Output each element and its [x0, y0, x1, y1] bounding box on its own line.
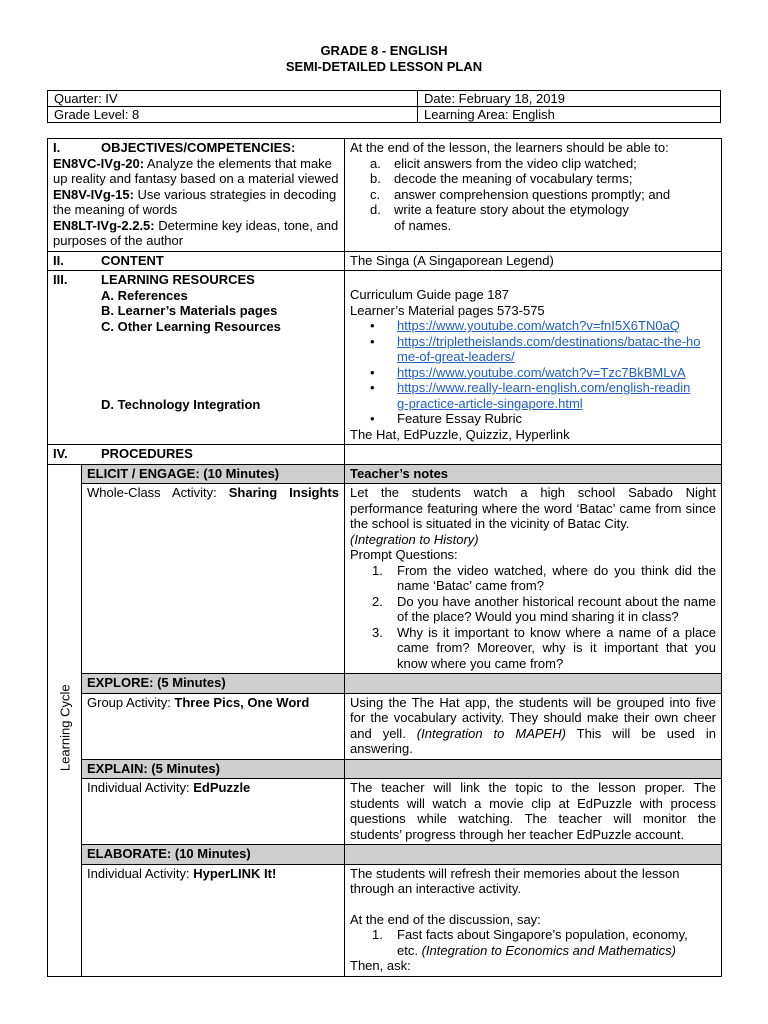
procedures-row	[48, 445, 722, 465]
explain-activity	[82, 779, 345, 845]
elicit-row	[48, 484, 722, 674]
objectives-row	[48, 139, 722, 252]
elaborate-row	[48, 864, 722, 976]
explain-heading: EXPLAIN: (5 Minutes)	[82, 759, 345, 779]
doc-title: GRADE 8 - ENGLISH	[320, 43, 448, 58]
objectives-right	[345, 139, 722, 252]
elaborate-heading-row	[48, 845, 722, 865]
elaborate-notes	[345, 864, 722, 976]
elicit-activity	[82, 484, 345, 674]
list-item: write a feature story about the etymology of names.	[394, 202, 629, 233]
question-item: From the video watched, where do you think did the name ‘Batac’ came from?	[397, 562, 717, 593]
quarter-cell: Quarter: IV	[48, 91, 418, 107]
section-label: PROCEDURES	[101, 446, 193, 461]
list-marker: d.	[370, 202, 381, 217]
explore-text-end: This will be used in answering.	[350, 725, 716, 756]
question-item: Do you have another historical recount about the name of the place? Would you mind sharing it in class?	[397, 593, 717, 624]
competency-text: Determine key ideas, tone, and purposes of the author	[53, 217, 339, 248]
explore-integration: (Integration to MAPEH)	[416, 725, 566, 741]
elaborate-activity	[82, 864, 345, 976]
explain-text: The teacher will link the topic to the lesson proper. The students will watch a movie clip at EdPuzzle with process questions while watching. The teacher will monitor the students’ progress through her teacher EdPuzzle account.	[345, 779, 722, 845]
resources-row	[48, 271, 722, 445]
resource-link[interactable]: https://www.really-learn-english.com/english-reading-practice-article-singapore.html	[397, 380, 691, 411]
resource-technology: D. Technology Integration	[101, 397, 261, 412]
list-marker: c.	[370, 186, 381, 202]
elaborate-integration: (Integration to Economics and Mathematics)	[421, 942, 676, 958]
section-num: III.	[53, 272, 68, 287]
activity-prefix: Individual Activity:	[87, 780, 194, 795]
competency-text: Use various strategies in decoding the meaning of words	[53, 186, 337, 217]
learning-cycle-cell	[48, 464, 82, 976]
list-item: elicit answers from the video clip watched;	[394, 155, 637, 171]
resource-link[interactable]: https://www.youtube.com/watch?v=Tzc7BkBMLvA	[397, 364, 686, 380]
explore-row	[48, 693, 722, 759]
doc-subtitle: SEMI-DETAILED LESSON PLAN	[285, 59, 483, 74]
section-num: IV.	[53, 446, 68, 461]
grade-cell: Grade Level: 8	[48, 107, 418, 123]
competency-code: EN8V-IVg-15:	[53, 186, 134, 202]
date-cell: Date: February 18, 2019	[418, 91, 721, 107]
section-label: CONTENT	[101, 252, 164, 268]
objectives-intro: At the end of the lesson, the learners should be able to:	[350, 140, 669, 155]
list-marker: a.	[370, 155, 381, 171]
list-item: decode the meaning of vocabulary terms;	[394, 171, 633, 186]
resource-lm-pages: B. Learner’s Materials pages	[101, 303, 278, 318]
resources-left	[48, 271, 345, 445]
elaborate-say: At the end of the discussion, say:	[350, 911, 541, 927]
competency-text: Analyze the elements that make up reality and fantasy based on a material viewed	[53, 155, 339, 186]
list-marker: b.	[370, 171, 381, 186]
section-num: I.	[53, 140, 61, 155]
elicit-text: Let the students watch a high school Sabado Night performance featuring where the word ‘Batac’ came from since the school is situated in the vicinity of Batac City.	[350, 485, 717, 531]
elicit-notes	[345, 484, 722, 674]
question-item: Why is it important to know where a name of a place came from? Moreover, why is it important that you know where you came from?	[397, 624, 717, 671]
explore-heading: EXPLORE: (5 Minutes)	[82, 674, 345, 694]
lesson-plan-table	[47, 138, 722, 977]
resource-references: A. References	[101, 287, 188, 303]
list-marker: 1.	[372, 562, 383, 578]
competency-code: EN8VC-IVg-20:	[53, 155, 145, 171]
section-label: LEARNING RESOURCES	[101, 272, 255, 287]
elicit-heading-row	[48, 464, 722, 484]
area-cell: Learning Area: English	[418, 107, 721, 123]
rubric-item: Feature Essay Rubric	[397, 411, 523, 426]
resource-other: C. Other Learning Resources	[101, 318, 281, 334]
list-marker: 2.	[372, 593, 383, 609]
activity-name: HyperLINK It!	[193, 865, 277, 881]
section-label: OBJECTIVES/COMPETENCIES:	[101, 140, 296, 155]
competency-code: EN8LT-IVg-2.2.5:	[53, 217, 155, 233]
activity-prefix: Group Activity:	[87, 694, 175, 710]
elaborate-heading: ELABORATE: (10 Minutes)	[82, 845, 345, 865]
objectives-left	[48, 139, 345, 252]
resource-link[interactable]: https://www.youtube.com/watch?v=fnI5X6TN0aQ	[397, 318, 680, 333]
list-marker: 3.	[372, 624, 383, 640]
technology-list: The Hat, EdPuzzle, Quizziz, Hyperlink	[350, 426, 570, 442]
explore-notes	[345, 693, 722, 759]
header-table	[47, 90, 721, 123]
prompt-label: Prompt Questions:	[350, 547, 458, 562]
list-item: answer comprehension questions promptly; and	[394, 186, 671, 202]
elicit-integration: (Integration to History)	[350, 531, 479, 547]
content-row	[48, 251, 722, 271]
explore-activity	[82, 693, 345, 759]
explore-heading-row	[48, 674, 722, 694]
learning-cycle-label: Learning Cycle	[56, 684, 72, 772]
elaborate-item: Fast facts about Singapore’s population, economy, etc.	[397, 927, 688, 958]
resources-right: Curriculum Guide page 187 Learner’s Material pages 573-575 • https://www.youtube.com/watch?v=fnI5X6TN0aQ • https://tripletheislands.com/destinations/batac-the-home-of-great-leaders/ • https://www.youtube.com/watch?v=Tzc7BkBMLvA • https://www.really-learn-english.com/english-reading-practice-article-singapore.html • Feature Essay Rubric The Hat, EdPuzzle, Quizziz, Hyperlink	[345, 271, 722, 445]
activity-prefix: Individual Activity:	[87, 865, 194, 881]
activity-name: EdPuzzle	[193, 780, 251, 795]
elaborate-then: Then, ask:	[350, 958, 411, 973]
activity-name: Sharing Insights	[228, 485, 340, 500]
explain-heading-row	[48, 759, 722, 779]
elaborate-text: The students will refresh their memories about the lesson through an interactive activity.	[350, 865, 680, 896]
section-num: II.	[53, 252, 64, 268]
list-marker: 1.	[372, 927, 383, 942]
resource-link[interactable]: https://tripletheislands.com/destinations/batac-the-home-of-great-leaders/	[397, 333, 701, 364]
content-value: The Singa (A Singaporean Legend)	[345, 251, 722, 271]
curriculum-guide: Curriculum Guide page 187	[350, 287, 509, 302]
activity-name: Three Pics, One Word	[174, 694, 310, 710]
activity-prefix: Whole-Class Activity:	[87, 485, 229, 500]
learners-material: Learner’s Material pages 573-575	[350, 302, 545, 318]
elicit-heading: ELICIT / ENGAGE: (10 Minutes)	[82, 464, 345, 484]
explain-row	[48, 779, 722, 845]
teachers-notes-heading: Teacher’s notes	[345, 464, 722, 484]
explore-text: Using the The Hat app, the students will be grouped into five for the vocabulary activity. They should make their own cheer and yell.	[350, 694, 717, 741]
